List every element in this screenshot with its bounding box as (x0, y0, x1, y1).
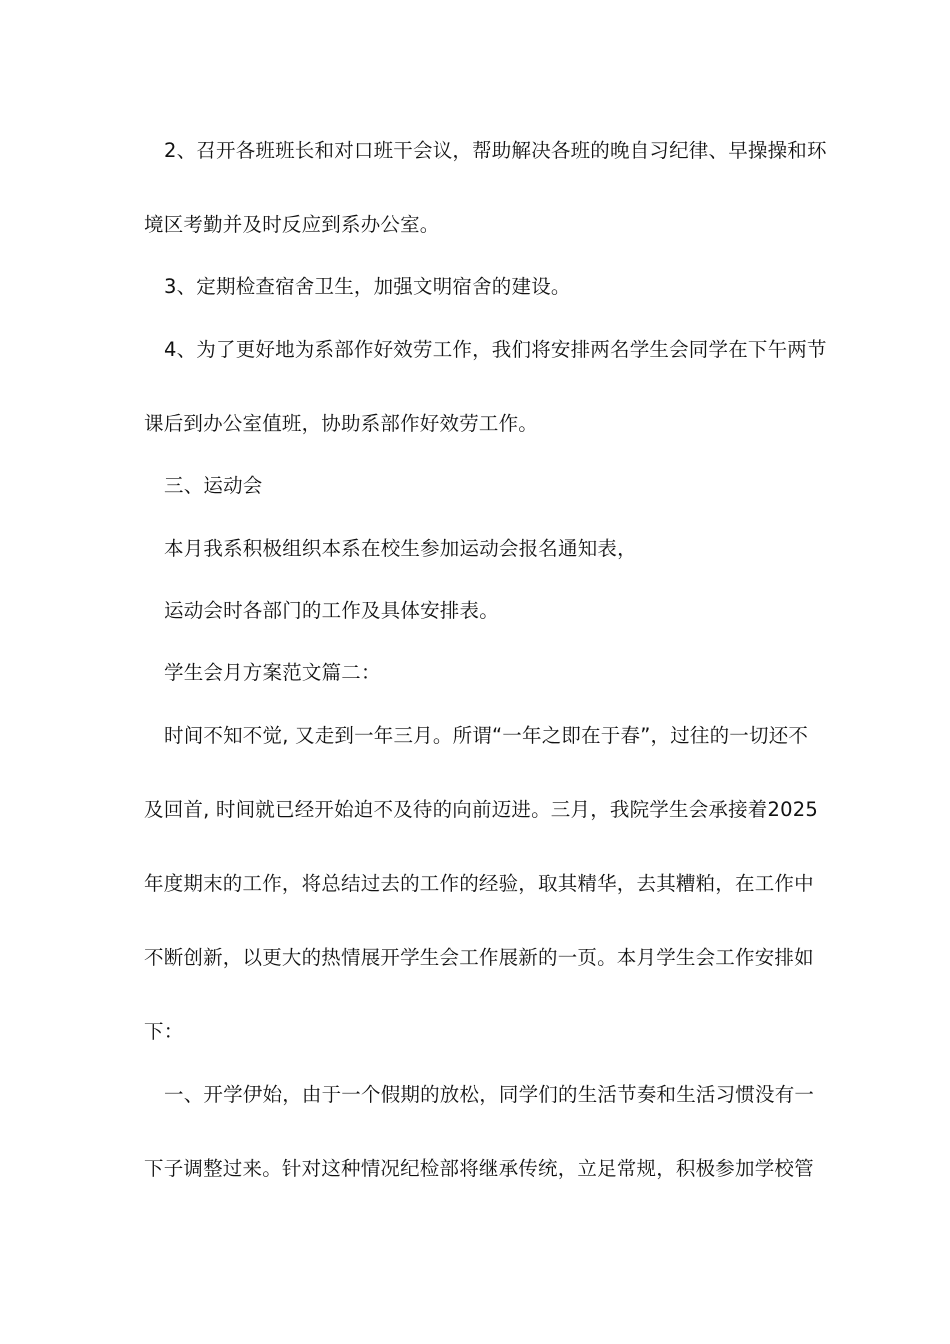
paragraph-line: 一、开学伊始，由于一个假期的放松，同学们的生活节奏和生活习惯没有一 (164, 1083, 815, 1106)
paragraph-line: 2、召开各班班长和对口班干会议，帮助解决各班的晚自习纪律、早操操和环 (164, 139, 827, 162)
paragraph-line: 运动会时各部门的工作及具体安排表。 (164, 599, 499, 622)
paragraph-line: 境区考勤并及时反应到系办公室。 (144, 213, 440, 236)
paragraph-line: 时间不知不觉, 又走到一年三月。所谓“一年之即在于春”，过往的一切还不 (164, 724, 809, 747)
paragraph-line: 4、为了更好地为系部作好效劳工作，我们将安排两名学生会同学在下午两节 (164, 338, 827, 361)
paragraph-line: 下子调整过来。针对这种情况纪检部将继承传统，立足常规，积极参加学校管 (144, 1157, 814, 1180)
paragraph-line: 3、定期检查宿舍卫生，加强文明宿舍的建设。 (164, 275, 571, 298)
section-heading: 三、运动会 (164, 474, 263, 497)
paragraph-line: 下： (144, 1020, 184, 1043)
paragraph-line: 不断创新，以更大的热情展开学生会工作展新的一页。本月学生会工作安排如 (144, 946, 814, 969)
paragraph-line: 本月我系积极组织本系在校生参加运动会报名通知表， (164, 537, 637, 560)
section-heading: 学生会月方案范文篇二： (164, 661, 381, 684)
paragraph-line: 及回首, 时间就已经开始迫不及待的向前迈进。三月，我院学生会承接着2025 (144, 798, 818, 821)
paragraph-line: 年度期末的工作，将总结过去的工作的经验，取其精华，去其糟粕，在工作中 (144, 872, 814, 895)
paragraph-line: 课后到办公室值班，协助系部作好效劳工作。 (144, 412, 539, 435)
